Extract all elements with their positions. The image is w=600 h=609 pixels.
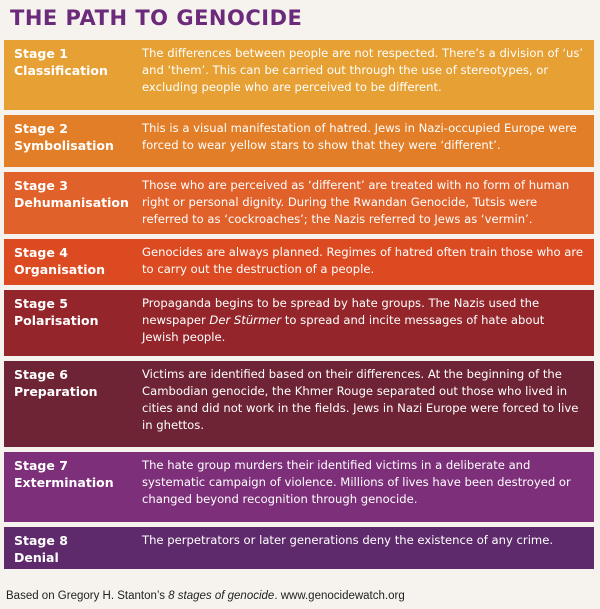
stage-heading [14,177,142,211]
stage-5-row [4,290,594,356]
stage-description: The hate group murders their identified victims in a deliberate and systematic campaign of violence. Millions of lives have been destroyed or changed beyond recognition through genocide. [142,458,571,506]
credit-title: 8 stages of genocide [168,590,275,602]
newspaper-title: Der Stürmer [209,313,282,327]
stage-description: Those who are perceived as ‘different’ are treated with no form of human right or personal dignity. During the Rwandan Genocide, Tutsis were referred to as ‘cockroaches’; the Nazis referred to Jews as ‘vermin’. [142,178,570,226]
stage-number: Stage 1 [14,46,68,61]
credit-before: Based on Gregory H. Stanton’s [6,590,169,602]
stage-heading [14,295,142,329]
stage-name: Extermination [14,475,114,490]
stage-name: Preparation [14,384,98,399]
stage-description: Victims are identified based on their differences. At the beginning of the Cambodian genocide, the Khmer Rouge separated out those who lived in cities and did not work in the fields. Jews in Nazi Europe were forced to live in ghettos. [142,367,579,432]
stage-description [142,295,584,346]
stage-heading [14,120,142,154]
page-title: THE PATH TO GENOCIDE [10,6,303,30]
stage-name: Denial [14,550,59,565]
stage-number: Stage 2 [14,121,68,136]
stage-name: Classification [14,63,108,78]
stage-description: This is a visual manifestation of hatred. Jews in Nazi-occupied Europe were forced to wear yellow stars to show that they were ‘different’. [142,121,577,152]
stage-heading [14,532,142,566]
stage-4-row [4,239,594,285]
stage-number: Stage 3 [14,178,68,193]
stage-description: The differences between people are not respected. There’s a division of ‘us’ and ‘them’. This can be carried out through the use of stereotypes, or excluding people who are perceived to be different. [142,46,584,94]
stage-3-row [4,172,594,234]
stage-2-row [4,115,594,167]
stage-number: Stage 7 [14,458,68,473]
stages-list [4,40,594,574]
stage-description: The perpetrators or later generations deny the existence of any crime. [142,533,554,547]
stage-heading [14,244,142,278]
stage-6-row [4,361,594,447]
stage-name: Organisation [14,262,105,277]
stage-text-before: Propaganda begins to be spread by hate groups. The Nazis used the newspaper [142,296,540,327]
credit-after: . www.genocidewatch.org [274,590,405,602]
stage-number: Stage 4 [14,245,68,260]
stage-heading [14,366,142,400]
stage-heading [14,45,142,79]
stage-heading [14,457,142,491]
stage-name: Symbolisation [14,138,114,153]
stage-number: Stage 8 [14,533,68,548]
stage-description: Genocides are always planned. Regimes of hatred often train those who are to carry out the destruction of a people. [142,245,584,276]
source-credit [6,590,405,602]
stage-1-row [4,40,594,110]
stage-name: Polarisation [14,313,99,328]
stage-number: Stage 6 [14,367,68,382]
stage-7-row [4,452,594,522]
stage-name: Dehumanisation [14,195,129,210]
stage-text-after: to spread and incite messages of hate about Jewish people. [142,313,545,344]
stage-8-row [4,527,594,569]
stage-number: Stage 5 [14,296,68,311]
